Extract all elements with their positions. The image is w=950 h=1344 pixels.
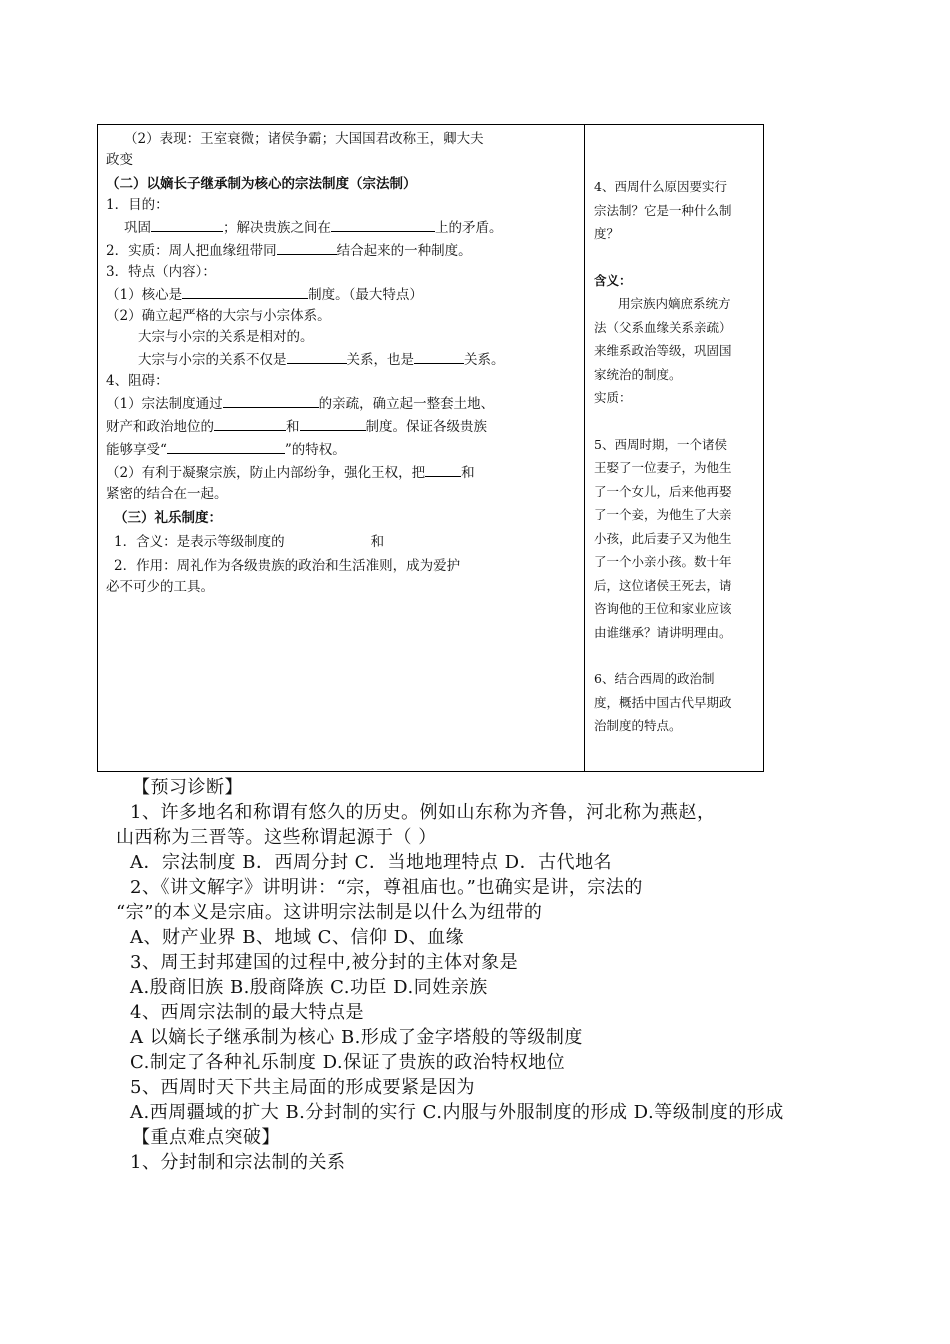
- question-line: 由谁继承？请讲明理由。: [594, 624, 732, 640]
- text-line: 大宗与小宗的关系不仅是 关系，也是 关系。: [106, 348, 578, 371]
- fill-blank[interactable]: [331, 216, 435, 232]
- text-line: （2）确立起严格的大宗与小宗体系。: [106, 308, 331, 324]
- text-line: 2．实质：周人把血缘纽带同 结合起来的一种制度。: [106, 239, 578, 262]
- study-table: [97, 124, 764, 772]
- text-line: 大宗与小宗的关系是相对的。: [138, 329, 314, 345]
- fill-blank[interactable]: [425, 461, 461, 477]
- text-line: （1）宗法制度通过 的亲疏，确立起一整套土地、: [106, 392, 578, 415]
- answer-options: A.殷商旧族 B.殷商降族 C.功臣 D.同姓亲族: [130, 977, 488, 998]
- question-line: 咨询他的王位和家业应该: [594, 601, 732, 616]
- question-text: 5、西周时天下共主局面的形成要紧是因为: [130, 1077, 475, 1098]
- text-line: （2）有利于凝聚宗族，防止内部纷争，强化王权，把 和: [106, 461, 578, 484]
- fill-blank[interactable]: [182, 283, 308, 299]
- question-line: 小孩，此后妻子又为他生: [594, 530, 732, 546]
- answer-options: A.西周疆域的扩大 B.分封制的实行 C.内服与外服制度的形成 D.等级制度的形成: [130, 1102, 784, 1123]
- question-line: 4、西周什么原因要实行: [594, 179, 727, 194]
- answer-options: C.制定了各种礼乐制度 D.保证了贵族的政治特权地位: [130, 1052, 566, 1073]
- fill-blank[interactable]: [414, 348, 464, 364]
- text-line: 能够享受“ ”的特权。: [106, 438, 578, 461]
- question-line: 宗法制？它是一种什么制: [594, 202, 732, 218]
- text-line: 财产和政治地位的 和 制度。保证各级贵族: [106, 415, 578, 438]
- question-line: 度？: [594, 226, 620, 241]
- text-line: 巩固 ；解决贵族之间在 上的矛盾。: [106, 216, 578, 239]
- text-line: （2）表现：王室衰微；诸侯争霸；大国国君改称王，卿大夫: [124, 131, 484, 147]
- fill-blank[interactable]: [167, 438, 285, 454]
- fill-blank[interactable]: [214, 415, 286, 431]
- fill-blank[interactable]: [287, 348, 347, 364]
- section-title: 【预习诊断】: [132, 777, 243, 798]
- answer-options: A 以嫡长子继承制为核心 B.形成了金字塔般的等级制度: [130, 1027, 583, 1048]
- fill-blank[interactable]: [223, 392, 319, 408]
- question-line: 后，这位诸侯王死去，请: [594, 577, 732, 593]
- question-line: 5、西周时期，一个诸侯: [594, 436, 727, 452]
- question-text: 4、西周宗法制的最大特点是: [130, 1002, 364, 1023]
- exercise-section: [112, 775, 832, 1175]
- text-line: 3．特点（内容）：: [106, 264, 216, 280]
- question-line: 度，概括中国古代早期政: [594, 694, 732, 710]
- text-line: 1．目的：: [106, 197, 169, 213]
- text-line: 政变: [106, 152, 133, 168]
- text-line: 1．含义：是表示等级制度的 和: [114, 534, 385, 550]
- question-line: 王娶了一位妻子，为他生: [594, 460, 732, 475]
- answer-options: A、财产业界 B、地域 C、信仰 D、血缘: [130, 927, 465, 948]
- section-title: 【重点难点突破】: [132, 1127, 280, 1148]
- text-line: 紧密的结合在一起。: [106, 486, 228, 502]
- question-text: 2、《讲文解字》讲明讲：“宗，尊祖庙也。”也确实是讲，宗法的: [130, 877, 643, 898]
- question-line: 了一个妾，为他生了大亲: [594, 507, 732, 522]
- answer-heading: 含义：: [594, 272, 632, 288]
- question-line: 治制度的特点。: [594, 718, 682, 733]
- text-line: 4、阻碍：: [106, 373, 169, 389]
- question-text: 1、许多地名和称谓有悠久的历史。例如山东称为齐鲁，河北称为燕赵，: [130, 802, 716, 823]
- section-heading: （三）礼乐制度：: [114, 510, 222, 526]
- question-text: 山西称为三晋等。这些称谓起源于（ ）: [116, 827, 437, 848]
- answer-line: 法（父系血缘关系亲疏）: [594, 319, 732, 335]
- section-heading: （二）以嫡长子继承制为核心的宗法制度（宗法制）: [106, 176, 417, 192]
- answer-line: 实质：: [594, 390, 632, 405]
- text-line: 必不可少的工具。: [106, 579, 214, 595]
- question-line: 6、结合西周的政治制: [594, 671, 715, 686]
- question-text: 3、周王封邦建国的过程中,被分封的主体对象是: [130, 952, 519, 973]
- fill-blank[interactable]: [151, 216, 223, 232]
- text-line: （1）核心是 制度。（最大特点）: [106, 283, 578, 306]
- text-line: 2．作用：周礼作为各级贵族的政治和生活准则，成为爱护: [114, 558, 461, 574]
- answer-line: 家统治的制度。: [594, 366, 682, 382]
- question-line: 了一个女儿，后来他再娶: [594, 483, 732, 499]
- answer-line: 用宗族内嫡庶系统方: [618, 296, 731, 311]
- question-text: “宗”的本义是宗庙。这讲明宗法制是以什么为纽带的: [116, 902, 543, 923]
- notes-column: [106, 129, 578, 598]
- fill-blank[interactable]: [300, 415, 366, 431]
- answer-line: 来维系政治等级，巩固国: [594, 343, 732, 358]
- answer-options: A．宗法制度 B．西周分封 C．当地地理特点 D．古代地名: [130, 852, 613, 873]
- question-line: 了一个小亲小孩。数十年: [594, 554, 732, 569]
- question-text: 1、分封制和宗法制的关系: [130, 1152, 346, 1173]
- column-divider: [584, 125, 585, 771]
- fill-blank[interactable]: [277, 239, 337, 255]
- questions-column: [594, 175, 758, 738]
